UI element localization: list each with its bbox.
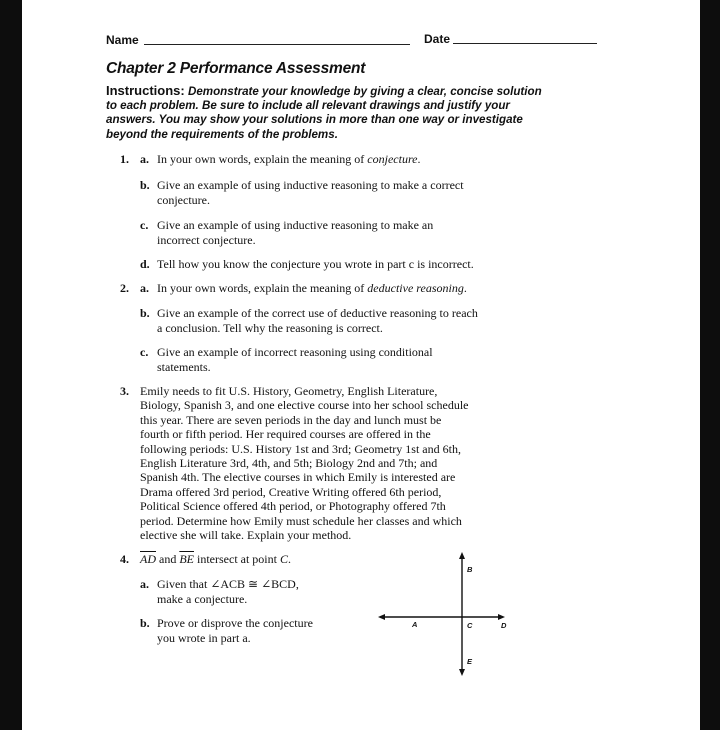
q1d-text: Tell how you know the conjecture you wrote in part c is incorrect. [157,257,474,271]
q1b-label: b. [140,178,150,192]
arrowhead-left [378,614,385,620]
q4a-line2: make a conjecture. [157,592,248,606]
label-b: B [467,565,473,574]
q2a-term: deductive reasoning [367,281,464,295]
name-label: Name [106,33,139,47]
q3-text [140,384,468,542]
name-line[interactable] [144,44,410,45]
q1-number: 1. [120,152,129,166]
q3-line: following periods: U.S. History 1st and 3rd; Geometry 1st and 6th, [140,441,461,456]
q1b-line2: conjecture. [157,193,210,207]
q4-and: and [159,552,177,566]
q2a-text: In your own words, explain the meaning of [157,281,365,295]
q4b-line2: you wrote in part a. [157,631,251,645]
q3-line: period. Determine how Emily must schedule her classes and which [140,513,462,528]
date-line[interactable] [453,43,597,44]
instructions-text: Demonstrate your knowledge by giving a clear, concise solution to each problem. Be sure to include all relevant drawings and justify your answers. You may show your solutions in more than one way or investigate beyond the requirements of the problems. [106,85,542,141]
q3-line: elective she will take. Explain your method. [140,528,352,543]
q3-line: Biology, Spanish 3, and one elective course into her school schedule [140,398,469,413]
q2a-end: . [463,281,467,295]
q2c-line1: Give an example of incorrect reasoning using conditional [157,345,433,359]
q3-line: fourth or fifth period. Her required courses are offered in the [140,427,431,442]
date-label: Date [424,32,451,46]
q4-rest: intersect at point [197,552,277,566]
q1c-line2: incorrect conjecture. [157,233,256,247]
q1a-text: In your own words, explain the meaning of [157,152,365,166]
intersecting-lines-diagram [378,550,508,680]
label-d: D [501,621,507,630]
instructions [106,84,546,142]
q3-line: Political Science offered 4th period, or Photography offered 7th [140,499,446,514]
q2b-label: b. [140,306,150,320]
arrowhead-up [459,552,465,559]
q3-number: 3. [120,384,129,398]
q4b-label: b. [140,616,150,630]
q4a-line1: Given that ∠ACB ≅ ∠BCD, [157,577,299,591]
label-c: C [467,621,473,630]
worksheet-page [22,0,700,730]
q4b-line1: Prove or disprove the conjecture [157,616,313,630]
q2-number: 2. [120,281,129,295]
label-e: E [467,657,473,666]
arrowhead-right [498,614,505,620]
q3-line: English Literature 3rd, 4th, and 5th; Biology 2nd and 7th; and [140,456,438,471]
segment-be: $\overline{BE}$ [179,552,194,566]
instructions-lead: Instructions: [106,83,185,98]
q3-line: this year. There are seven periods in the day and lunch must be [140,412,442,427]
q2c-label: c. [140,345,149,359]
q3-line: Spanish 4th. The elective courses in which Emily is interested are [140,470,456,485]
q3-line: Drama offered 3rd period, Creative Writing offered 6th period, [140,484,442,499]
q3-line: Emily needs to fit U.S. History, Geometry, English Literature, [140,384,438,398]
label-a: A [412,620,418,629]
segment-ad: $\overline{AD}$ [140,552,156,566]
q1c-line1: Give an example of using inductive reasoning to make an [157,218,434,232]
q1b-line1: Give an example of using inductive reasoning to make a correct [157,178,464,192]
q1c-label: c. [140,218,149,232]
q1d-label: d. [140,257,150,271]
q1a-term: conjecture [367,152,418,166]
q4a-label: a. [140,577,149,591]
q4-end: . [288,552,291,566]
q2a-label: a. [140,281,149,295]
q1a-end: . [417,152,421,166]
q4-point: C [279,552,288,566]
q2c-line2: statements. [157,360,211,374]
q4-number: 4. [120,552,129,566]
q1a-label: a. [140,152,149,166]
page-title: Chapter 2 Performance Assessment [106,60,366,77]
q2b-line2: a conclusion. Tell why the reasoning is correct. [157,321,383,335]
q2b-line1: Give an example of the correct use of deductive reasoning to reach [157,306,478,320]
arrowhead-down [459,669,465,676]
